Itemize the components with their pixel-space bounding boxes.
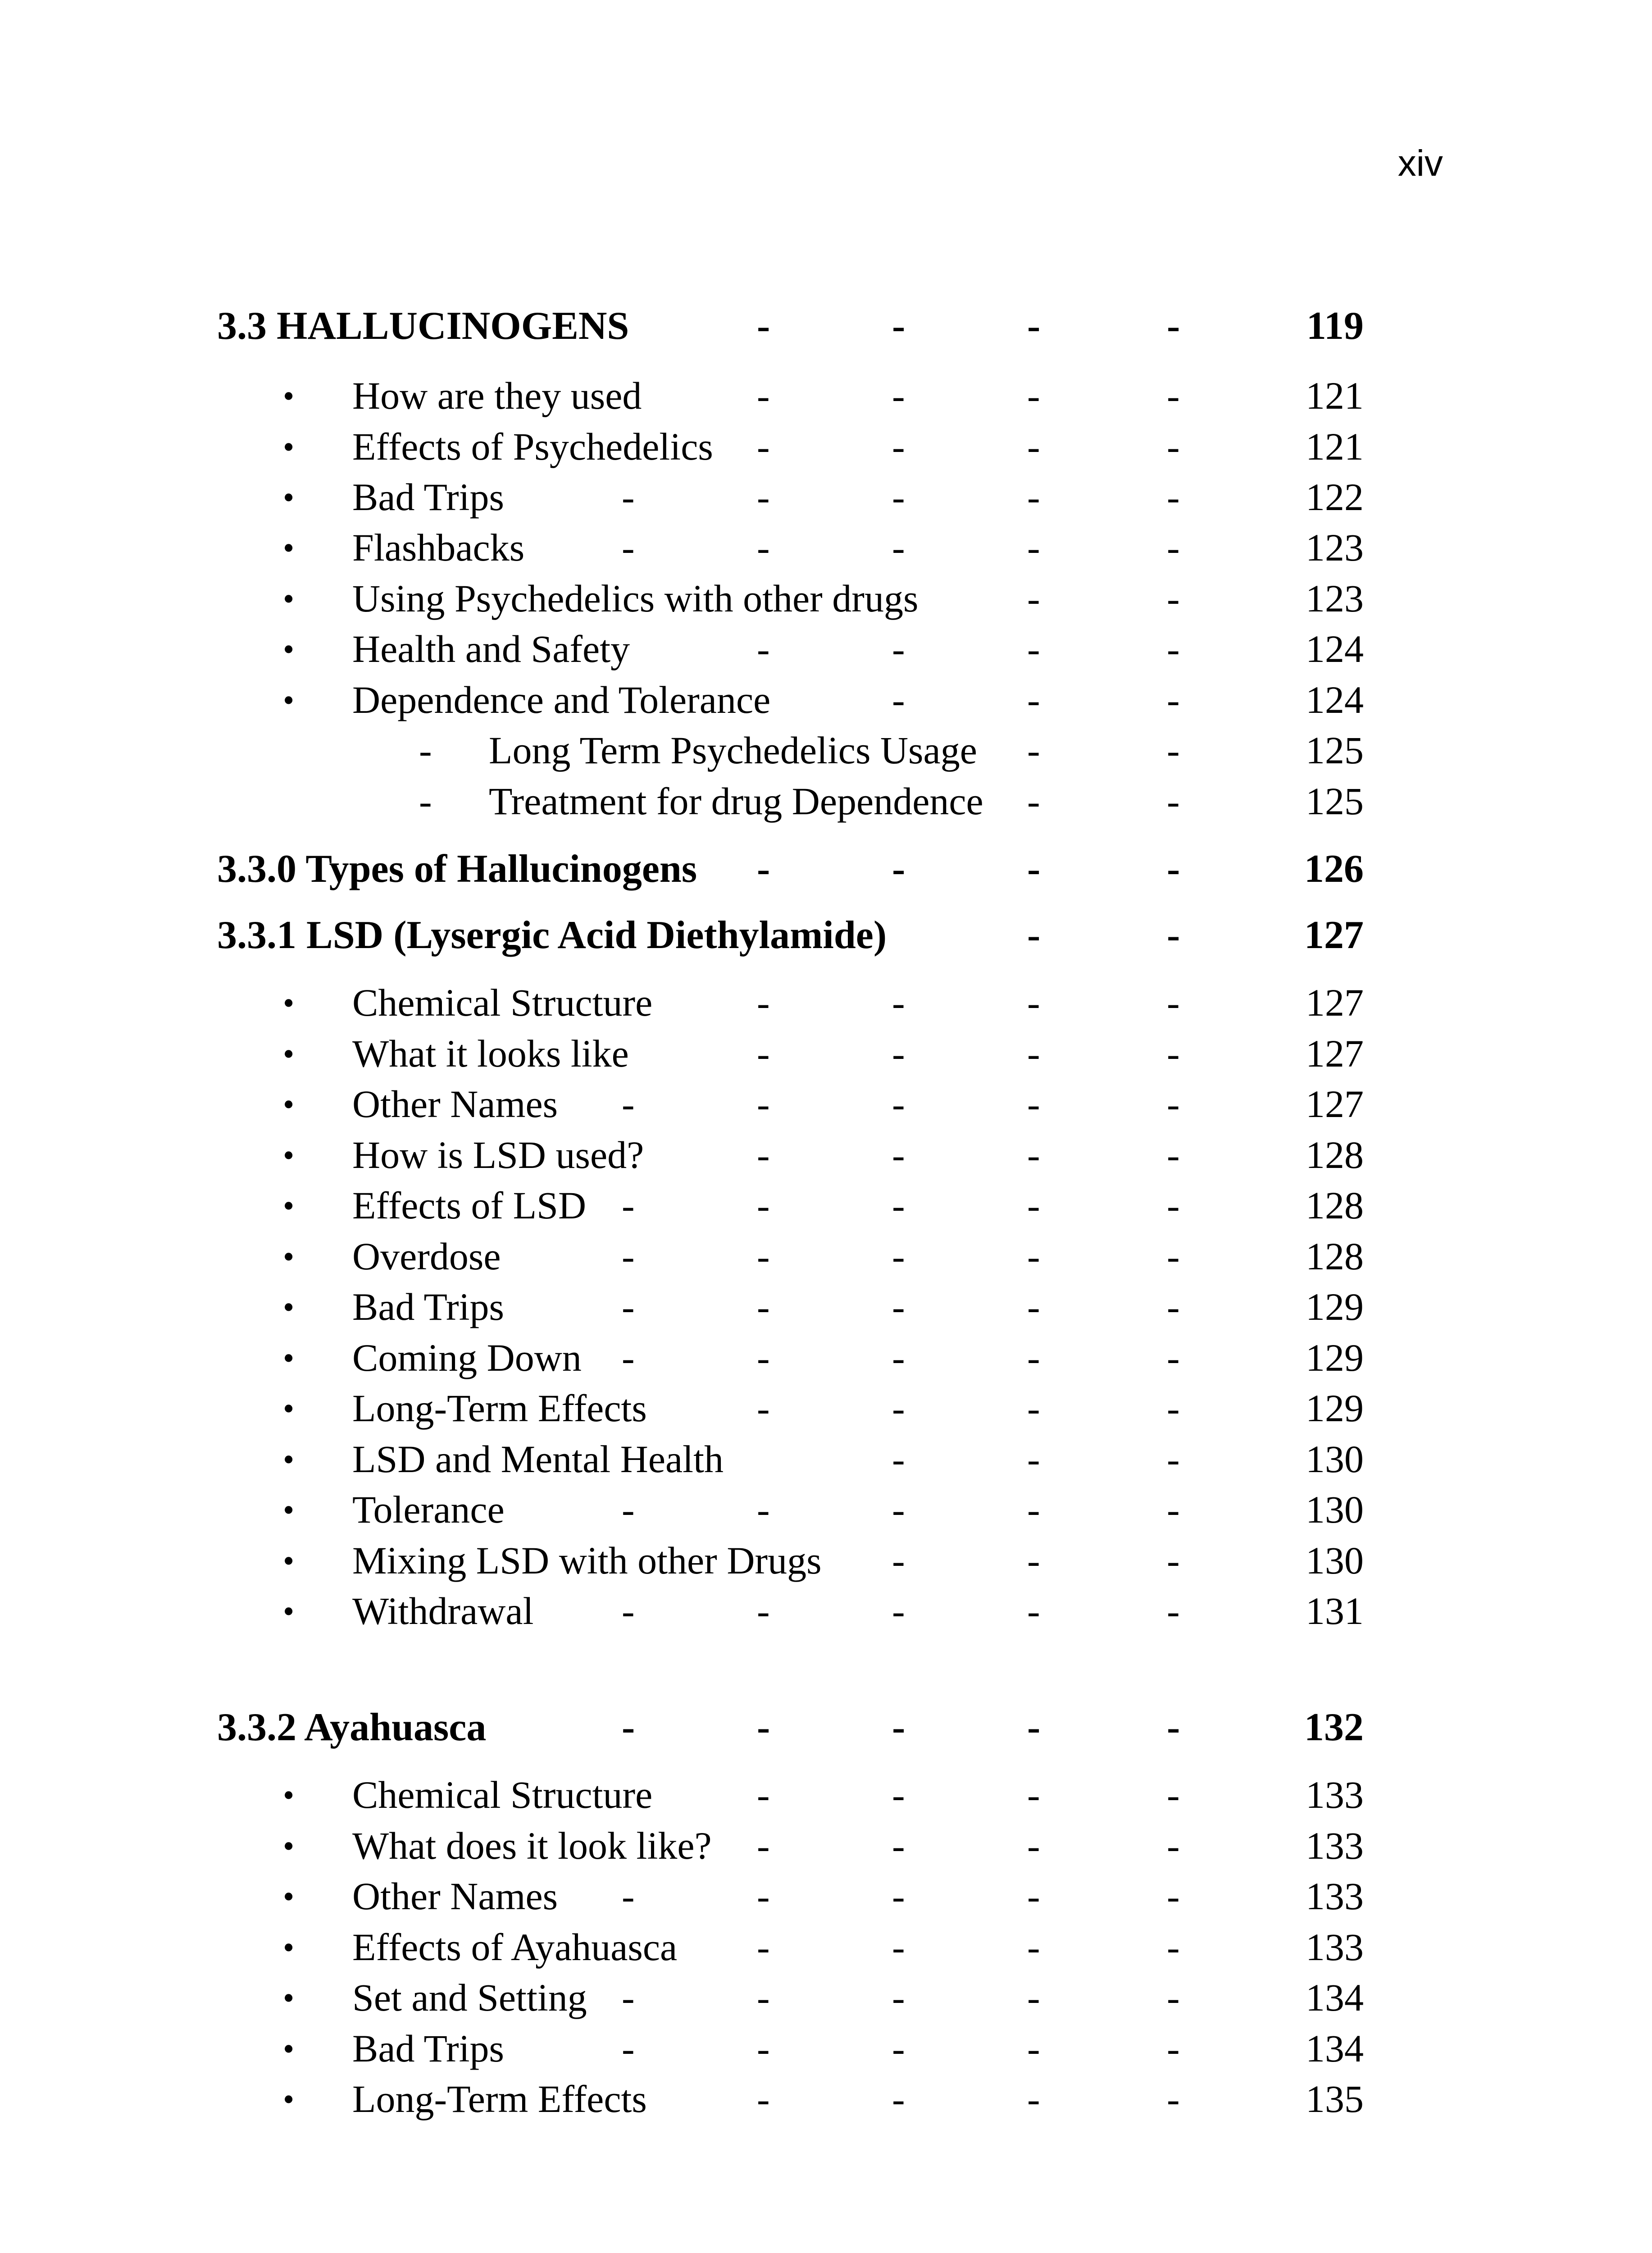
toc-item <box>0 1133 1652 1190</box>
entry-title: 3.3 HALLUCINOGENS <box>217 304 629 348</box>
toc-heading <box>0 306 1652 360</box>
bullet-icon: • <box>283 1391 295 1427</box>
dash-marker: - <box>419 780 432 823</box>
leader-dash: - <box>622 1184 635 1227</box>
entry-page-number: 119 <box>1306 304 1364 348</box>
leader-dash: - <box>1167 780 1180 823</box>
toc-item <box>0 579 1652 633</box>
leader-dash: - <box>757 1082 770 1126</box>
entry-page-number: 133 <box>1306 1773 1364 1816</box>
leader-dash: - <box>1027 1925 1040 1969</box>
leader-dash: - <box>1027 1539 1040 1582</box>
leader-dash: - <box>622 1589 635 1633</box>
entry-page-number: 129 <box>1306 1386 1364 1430</box>
entry-page-number: 134 <box>1306 2027 1364 2070</box>
entry-title: Flashbacks <box>352 526 525 569</box>
entry-page-number: 127 <box>1306 1082 1364 1126</box>
leader-dash: - <box>892 425 905 468</box>
entry-page-number: 126 <box>1304 847 1364 891</box>
leader-dash: - <box>1167 1874 1180 1918</box>
leader-dash: - <box>1167 1184 1180 1227</box>
leader-dash: - <box>757 1184 770 1227</box>
entry-page-number: 125 <box>1306 729 1364 772</box>
leader-dash: - <box>892 1032 905 1075</box>
leader-dash: - <box>1027 1976 1040 2019</box>
leader-dash: - <box>892 1589 905 1633</box>
leader-dash: - <box>892 678 905 721</box>
toc-item <box>0 1978 1652 2032</box>
leader-dash: - <box>1027 374 1040 417</box>
entry-page-number: 129 <box>1306 1336 1364 1379</box>
toc-heading <box>0 1708 1652 1762</box>
bullet-icon: • <box>283 1593 295 1629</box>
toc-item <box>0 528 1652 582</box>
leader-dash: - <box>1027 729 1040 772</box>
leader-dash: - <box>892 304 906 348</box>
leader-dash: - <box>892 1874 905 1918</box>
entry-title: Overdose <box>352 1235 501 1278</box>
entry-page-number: 133 <box>1306 1925 1364 1969</box>
leader-dash: - <box>1167 1082 1180 1126</box>
leader-dash: - <box>1027 913 1041 957</box>
toc-item <box>0 427 1652 481</box>
leader-dash: - <box>1167 577 1180 620</box>
entry-title: What it looks like <box>352 1032 629 1075</box>
leader-dash: - <box>1167 2027 1180 2070</box>
toc-item <box>0 1186 1652 1240</box>
toc-item <box>0 1082 1652 1139</box>
entry-title: Other Names <box>352 1874 558 1918</box>
entry-page-number: 130 <box>1306 1437 1364 1481</box>
entry-page-number: 127 <box>1304 913 1364 957</box>
entry-title: Set and Setting <box>352 1976 587 2019</box>
bullet-icon: • <box>283 1289 295 1325</box>
entry-page-number: 133 <box>1306 1874 1364 1918</box>
entry-title: Long-Term Effects <box>352 2077 647 2121</box>
leader-dash: - <box>1027 981 1040 1024</box>
toc-item <box>0 1925 1652 1982</box>
entry-page-number: 125 <box>1306 780 1364 823</box>
leader-dash: - <box>1027 1773 1040 1816</box>
entry-title: Bad Trips <box>352 475 504 519</box>
leader-dash: - <box>1167 475 1180 519</box>
leader-dash: - <box>1167 526 1180 569</box>
leader-dash: - <box>1027 1133 1040 1177</box>
leader-dash: - <box>1167 678 1180 721</box>
entry-title: Mixing LSD with other Drugs <box>352 1539 822 1582</box>
bullet-icon: • <box>283 429 295 465</box>
bullet-icon: • <box>283 1879 295 1915</box>
leader-dash: - <box>757 1824 770 1867</box>
leader-dash: - <box>1027 1285 1040 1328</box>
leader-dash: - <box>892 1488 905 1531</box>
leader-dash: - <box>622 475 635 519</box>
leader-dash: - <box>892 1133 905 1177</box>
bullet-icon: • <box>283 1828 295 1864</box>
leader-dash: - <box>1027 1589 1040 1633</box>
leader-dash: - <box>1027 627 1040 670</box>
leader-dash: - <box>1167 1336 1180 1379</box>
leader-dash: - <box>757 1336 770 1379</box>
toc-item <box>0 1826 1652 1880</box>
leader-dash: - <box>757 1488 770 1531</box>
bullet-icon: • <box>283 1340 295 1376</box>
leader-dash: - <box>757 1235 770 1278</box>
toc-item <box>0 2029 1652 2083</box>
entry-title: Tolerance <box>352 1488 505 1531</box>
leader-dash: - <box>622 1336 635 1379</box>
leader-dash: - <box>757 1874 770 1918</box>
entry-page-number: 131 <box>1306 1589 1364 1633</box>
leader-dash: - <box>1167 1773 1180 1816</box>
leader-dash: - <box>892 2027 905 2070</box>
entry-title: Long-Term Effects <box>352 1386 647 1430</box>
toc-subitem <box>0 782 1652 836</box>
entry-title: 3.3.0 Types of Hallucinogens <box>217 847 697 891</box>
leader-dash: - <box>757 475 770 519</box>
leader-dash: - <box>892 1976 905 2019</box>
leader-dash: - <box>1027 2077 1040 2121</box>
entry-page-number: 123 <box>1306 577 1364 620</box>
entry-page-number: 124 <box>1306 678 1364 721</box>
entry-title: Health and Safety <box>352 627 630 670</box>
leader-dash: - <box>892 2077 905 2121</box>
leader-dash: - <box>892 1082 905 1126</box>
leader-dash: - <box>1027 577 1040 620</box>
leader-dash: - <box>622 1976 635 2019</box>
leader-dash: - <box>757 1285 770 1328</box>
toc-item <box>0 376 1652 430</box>
leader-dash: - <box>892 1539 905 1582</box>
leader-dash: - <box>1027 1235 1040 1278</box>
bullet-icon: • <box>283 581 295 617</box>
entry-page-number: 129 <box>1306 1285 1364 1328</box>
leader-dash: - <box>1027 780 1040 823</box>
toc-item <box>0 629 1652 684</box>
leader-dash: - <box>1167 847 1180 891</box>
leader-dash: - <box>757 1386 770 1430</box>
leader-dash: - <box>1167 1437 1180 1481</box>
toc-item <box>0 1490 1652 1544</box>
leader-dash: - <box>1167 981 1180 1024</box>
toc-item <box>0 1589 1652 1646</box>
toc-subitem <box>0 731 1652 785</box>
leader-dash: - <box>892 1706 906 1749</box>
leader-dash: - <box>892 1336 905 1379</box>
toc-item <box>0 680 1652 734</box>
entry-title: Effects of LSD <box>352 1184 587 1227</box>
entry-page-number: 132 <box>1304 1706 1364 1749</box>
bullet-icon: • <box>283 1929 295 1966</box>
entry-title: LSD and Mental Health <box>352 1437 724 1481</box>
leader-dash: - <box>1027 1184 1040 1227</box>
bullet-icon: • <box>283 631 295 667</box>
entry-page-number: 130 <box>1306 1488 1364 1531</box>
leader-dash: - <box>1027 425 1040 468</box>
leader-dash: - <box>1027 475 1040 519</box>
leader-dash: - <box>757 1706 770 1749</box>
bullet-icon: • <box>283 530 295 566</box>
leader-dash: - <box>757 627 770 670</box>
leader-dash: - <box>622 1488 635 1531</box>
leader-dash: - <box>892 1437 905 1481</box>
leader-dash: - <box>1027 1874 1040 1918</box>
leader-dash: - <box>622 526 635 569</box>
entry-page-number: 121 <box>1306 374 1364 417</box>
toc-item <box>0 2077 1652 2134</box>
entry-page-number: 123 <box>1306 526 1364 569</box>
bullet-icon: • <box>283 985 295 1021</box>
leader-dash: - <box>892 1386 905 1430</box>
leader-dash: - <box>622 1285 635 1328</box>
leader-dash: - <box>1027 304 1041 348</box>
leader-dash: - <box>892 374 905 417</box>
leader-dash: - <box>757 2077 770 2121</box>
leader-dash: - <box>757 981 770 1024</box>
toc-heading <box>0 913 1652 970</box>
bullet-icon: • <box>283 1543 295 1579</box>
entry-title: Using Psychedelics with other drugs <box>352 577 919 620</box>
leader-dash: - <box>1167 913 1180 957</box>
entry-title: What does it look like? <box>352 1824 712 1867</box>
bullet-icon: • <box>283 1492 295 1528</box>
leader-dash: - <box>1027 1488 1040 1531</box>
entry-page-number: 133 <box>1306 1824 1364 1867</box>
entry-page-number: 128 <box>1306 1235 1364 1278</box>
leader-dash: - <box>622 2027 635 2070</box>
leader-dash: - <box>1167 1925 1180 1969</box>
entry-page-number: 134 <box>1306 1976 1364 2019</box>
leader-dash: - <box>1027 1824 1040 1867</box>
entry-page-number: 121 <box>1306 425 1364 468</box>
entry-title: Chemical Structure <box>352 1773 653 1816</box>
entry-title: Other Names <box>352 1082 558 1126</box>
leader-dash: - <box>1167 1539 1180 1582</box>
entry-title: Treatment for drug Dependence <box>489 780 983 823</box>
leader-dash: - <box>757 847 770 891</box>
entry-title: How are they used <box>352 374 642 417</box>
entry-page-number: 122 <box>1306 475 1364 519</box>
leader-dash: - <box>1167 1133 1180 1177</box>
entry-page-number: 135 <box>1306 2077 1364 2121</box>
toc-item <box>0 1437 1652 1494</box>
entry-title: Chemical Structure <box>352 981 653 1024</box>
toc-item <box>0 1874 1652 1931</box>
leader-dash: - <box>892 526 905 569</box>
bullet-icon: • <box>283 2081 295 2117</box>
leader-dash: - <box>1027 1032 1040 1075</box>
leader-dash: - <box>1167 304 1180 348</box>
leader-dash: - <box>757 526 770 569</box>
toc-item <box>0 1541 1652 1595</box>
leader-dash: - <box>892 1285 905 1328</box>
bullet-icon: • <box>283 479 295 515</box>
entry-page-number: 128 <box>1306 1184 1364 1227</box>
leader-dash: - <box>622 1082 635 1126</box>
entry-title: Withdrawal <box>352 1589 534 1633</box>
leader-dash: - <box>757 1589 770 1633</box>
leader-dash: - <box>757 304 770 348</box>
toc-item <box>0 1287 1652 1341</box>
entry-title: 3.3.1 LSD (Lysergic Acid Diethylamide) <box>217 913 887 957</box>
leader-dash: - <box>892 981 905 1024</box>
leader-dash: - <box>892 1773 905 1816</box>
leader-dash: - <box>757 1133 770 1177</box>
leader-dash: - <box>1167 1285 1180 1328</box>
leader-dash: - <box>1027 526 1040 569</box>
entry-page-number: 124 <box>1306 627 1364 670</box>
leader-dash: - <box>1027 2027 1040 2070</box>
bullet-icon: • <box>283 1239 295 1275</box>
leader-dash: - <box>757 425 770 468</box>
leader-dash: - <box>1167 1488 1180 1531</box>
entry-title: How is LSD used? <box>352 1133 644 1177</box>
leader-dash: - <box>1167 729 1180 772</box>
bullet-icon: • <box>283 2031 295 2067</box>
leader-dash: - <box>1027 1706 1041 1749</box>
bullet-icon: • <box>283 1137 295 1173</box>
bullet-icon: • <box>283 1188 295 1224</box>
leader-dash: - <box>1027 1336 1040 1379</box>
page-number: xiv <box>1397 143 1443 184</box>
dash-marker: - <box>419 729 432 772</box>
toc-item <box>0 1034 1652 1088</box>
leader-dash: - <box>757 1925 770 1969</box>
leader-dash: - <box>1167 1386 1180 1430</box>
leader-dash: - <box>622 1874 635 1918</box>
toc-item <box>0 1775 1652 1829</box>
leader-dash: - <box>1167 1032 1180 1075</box>
toc-item <box>0 1386 1652 1443</box>
entry-page-number: 128 <box>1306 1133 1364 1177</box>
leader-dash: - <box>1167 425 1180 468</box>
bullet-icon: • <box>283 1086 295 1122</box>
leader-dash: - <box>1027 1082 1040 1126</box>
leader-dash: - <box>1167 374 1180 417</box>
toc-item <box>0 983 1652 1037</box>
entry-title: Effects of Ayahuasca <box>352 1925 678 1969</box>
toc-heading <box>0 849 1652 903</box>
bullet-icon: • <box>283 682 295 718</box>
leader-dash: - <box>622 1706 635 1749</box>
leader-dash: - <box>1167 1235 1180 1278</box>
entry-page-number: 127 <box>1306 981 1364 1024</box>
leader-dash: - <box>1027 1437 1040 1481</box>
leader-dash: - <box>892 627 905 670</box>
leader-dash: - <box>1027 847 1041 891</box>
leader-dash: - <box>1167 1706 1180 1749</box>
leader-dash: - <box>757 1773 770 1816</box>
leader-dash: - <box>1167 1589 1180 1633</box>
leader-dash: - <box>757 1032 770 1075</box>
entry-title: Effects of Psychedelics <box>352 425 713 468</box>
leader-dash: - <box>1027 678 1040 721</box>
leader-dash: - <box>1027 1386 1040 1430</box>
entry-title: Coming Down <box>352 1336 582 1379</box>
bullet-icon: • <box>283 1036 295 1072</box>
leader-dash: - <box>892 847 906 891</box>
toc-item <box>0 475 1652 532</box>
bullet-icon: • <box>283 1980 295 2016</box>
leader-dash: - <box>757 1976 770 2019</box>
entry-title: 3.3.2 Ayahuasca <box>217 1706 487 1749</box>
toc-item <box>0 1338 1652 1392</box>
leader-dash: - <box>892 1235 905 1278</box>
leader-dash: - <box>892 1925 905 1969</box>
bullet-icon: • <box>283 1441 295 1478</box>
entry-title: Bad Trips <box>352 2027 504 2070</box>
toc-item <box>0 1237 1652 1291</box>
entry-page-number: 130 <box>1306 1539 1364 1582</box>
entry-title: Dependence and Tolerance <box>352 678 771 721</box>
entry-page-number: 127 <box>1306 1032 1364 1075</box>
entry-title: Long Term Psychedelics Usage <box>489 729 977 772</box>
entry-title: Bad Trips <box>352 1285 504 1328</box>
leader-dash: - <box>1167 627 1180 670</box>
leader-dash: - <box>622 1235 635 1278</box>
leader-dash: - <box>892 1184 905 1227</box>
bullet-icon: • <box>283 378 295 414</box>
leader-dash: - <box>1167 2077 1180 2121</box>
leader-dash: - <box>1167 1976 1180 2019</box>
leader-dash: - <box>892 475 905 519</box>
leader-dash: - <box>757 374 770 417</box>
leader-dash: - <box>1167 1824 1180 1867</box>
leader-dash: - <box>757 2027 770 2070</box>
leader-dash: - <box>892 1824 905 1867</box>
bullet-icon: • <box>283 1777 295 1813</box>
